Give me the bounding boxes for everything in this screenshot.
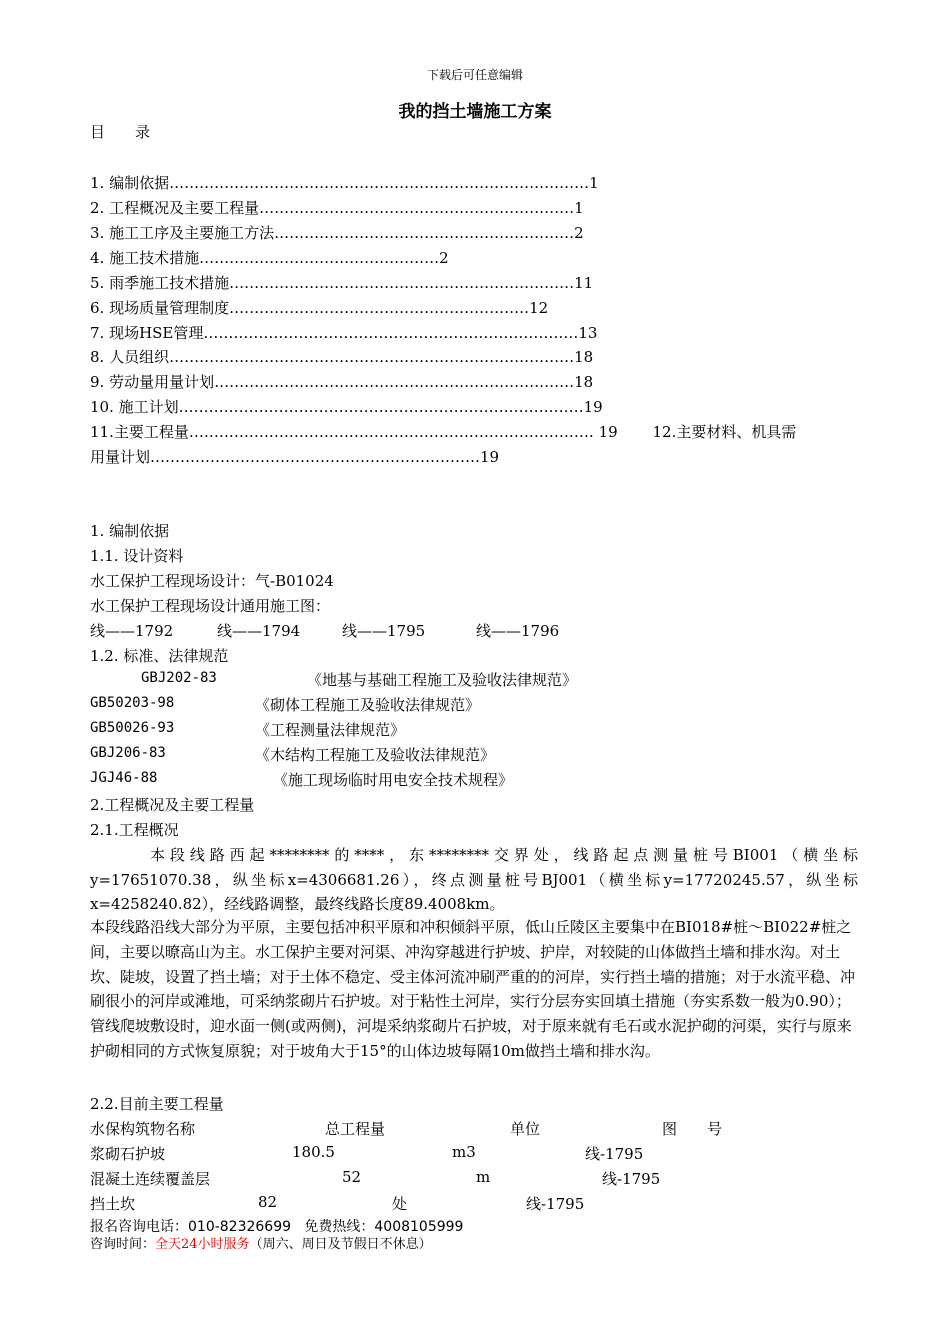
toc-item: 用量计划…………………………………………………………19 <box>90 448 500 466</box>
subsection-heading: 1.1. 设计资料 <box>90 547 184 565</box>
toc-item: 9. 劳动量用量计划………………………………………………………………18 <box>90 373 594 391</box>
subsection-heading: 2.1.工程概况 <box>90 821 179 839</box>
toc-item: 6. 现场质量管理制度……………………………………………………12 <box>90 299 549 317</box>
holiday-note: （周六、周日及节假日不休息） <box>249 1237 432 1252</box>
drawing-number: 线——1795 <box>342 622 426 640</box>
table-cell: m <box>476 1168 491 1186</box>
toc-item: 3. 施工工序及主要施工方法……………………………………………………2 <box>90 224 584 242</box>
contact-time-line <box>90 1233 432 1252</box>
toc-item: 7. 现场HSE管理…………………………………………………………………13 <box>90 324 598 342</box>
section-heading: 2.工程概况及主要工程量 <box>90 796 255 814</box>
table-cell: 线-1795 <box>585 1145 644 1163</box>
service-hours: 全天24小时服务 <box>155 1237 250 1252</box>
design-reference: 水工保护工程现场设计：气-B01024 <box>90 572 334 590</box>
table-cell: 82 <box>258 1193 278 1211</box>
toc-heading: 目 录 <box>90 123 151 141</box>
table-cell: 52 <box>342 1168 362 1186</box>
drawing-number: 线——1792 <box>90 622 174 640</box>
standard-name: 《砌体工程施工及验收法律规范》 <box>255 696 481 714</box>
time-label: 咨询时间： <box>90 1237 156 1252</box>
phone-label: 报名咨询电话： <box>90 1219 188 1235</box>
hotline-number[interactable]: 4008105999 <box>374 1219 464 1235</box>
standard-name: 《工程测量法律规范》 <box>255 721 406 739</box>
toc-item: 1. 编制依据…………………………………………………………………………1 <box>90 174 599 192</box>
standard-code: GB50026-93 <box>90 720 175 736</box>
table-cell: 180.5 <box>292 1143 335 1161</box>
design-reference: 水工保护工程现场设计通用施工图： <box>90 597 331 615</box>
table-cell: m3 <box>452 1143 476 1161</box>
table-header-cell: 水保构筑物名称 <box>90 1120 196 1138</box>
drawing-number: 线——1796 <box>476 622 560 640</box>
table-cell: 混凝土连续覆盖层 <box>90 1170 211 1188</box>
toc-item: 4. 施工技术措施…………………………………………2 <box>90 249 449 267</box>
drawing-number: 线——1794 <box>217 622 301 640</box>
standard-name: 《地基与基础工程施工及验收法律规范》 <box>307 671 578 689</box>
section-heading: 1. 编制依据 <box>90 522 170 540</box>
table-cell: 挡土坎 <box>90 1195 136 1213</box>
overview-paragraph: 本段线路沿线大部分为平原，主要包括冲积平原和冲积倾斜平原，低山丘陵区主要集中在BI018#桩～BI022#桩之间，主要以暸高山为主。水工保护主要对河渠、冲沟穿越进行护坡、护岸，对较陡的山体做挡土墙和排水沟。对土坎、陡坡，设置了挡土墙；对于土体不稳定、受主体河流冲刷严重的的河岸，实行挡土墙的措施；对于水流平稳、冲刷很小的河岸或滩地，可采纳浆砌片石护坡。对于粘性土河岸，实行分层夯实回填土措施（夯实系数一般为0.90）；管线爬坡敷设时，迎水面一侧(或两侧)，河堤采纳浆砌片石护坡，对于原来就有毛石或水泥护砌的河渠，实行与原来护砌相同的方式恢复原貌；对于坡角大于15°的山体边坡每隔10m做挡土墙和排水沟。 <box>90 918 856 1060</box>
table-header-cell: 总工程量 <box>325 1120 386 1138</box>
toc-item: 8. 人员组织………………………………………………………………………18 <box>90 348 594 366</box>
standard-code: GB50203-98 <box>90 695 175 711</box>
subsection-heading: 1.2. 标准、法律规范 <box>90 647 229 665</box>
standard-code: GBJ206-83 <box>90 745 166 761</box>
page-title: 我的挡土墙施工方案 <box>398 102 552 122</box>
header-note: 下载后可任意编辑 <box>426 68 523 82</box>
table-cell: 处 <box>392 1195 408 1213</box>
toc-item: 5. 雨季施工技术措施……………………………………………………………11 <box>90 274 594 292</box>
overview-paragraph-line: y=17651070.38，纵坐标x=4306681.26），终点测量桩号BJ001（横坐标y=17720245.57，纵坐标 <box>90 871 858 889</box>
toc-item: 10. 施工计划………………………………………………………………………19 <box>90 398 603 416</box>
standard-code: GBJ202-83 <box>141 670 217 686</box>
hotline-label: 免费热线： <box>304 1219 375 1235</box>
subsection-heading: 2.2.目前主要工程量 <box>90 1095 224 1113</box>
table-cell: 浆砌石护坡 <box>90 1145 166 1163</box>
overview-paragraph-line: x=4258240.82），经线路调整，最终线路长度89.4008km。 <box>90 895 505 913</box>
standard-name: 《施工现场临时用电安全技术规程》 <box>273 771 514 789</box>
table-cell: 线-1795 <box>602 1170 661 1188</box>
standard-name: 《木结构工程施工及验收法律规范》 <box>255 746 496 764</box>
standard-code: JGJ46-88 <box>90 770 158 786</box>
table-header-cell: 图 号 <box>662 1120 723 1138</box>
phone-number[interactable]: 010-82326699 <box>188 1219 292 1235</box>
toc-item: 2. 工程概况及主要工程量………………………………………………………1 <box>90 199 584 217</box>
toc-item: 11.主要工程量……………………………………………………………………… 19 12.主要材料、机具需 <box>90 423 797 441</box>
overview-paragraph-line: 本段线路西起********的****，东********交界处，线路起点测量桩号BI001（横坐标 <box>150 846 858 864</box>
table-header-cell: 单位 <box>510 1120 541 1138</box>
table-cell: 线-1795 <box>526 1195 585 1213</box>
